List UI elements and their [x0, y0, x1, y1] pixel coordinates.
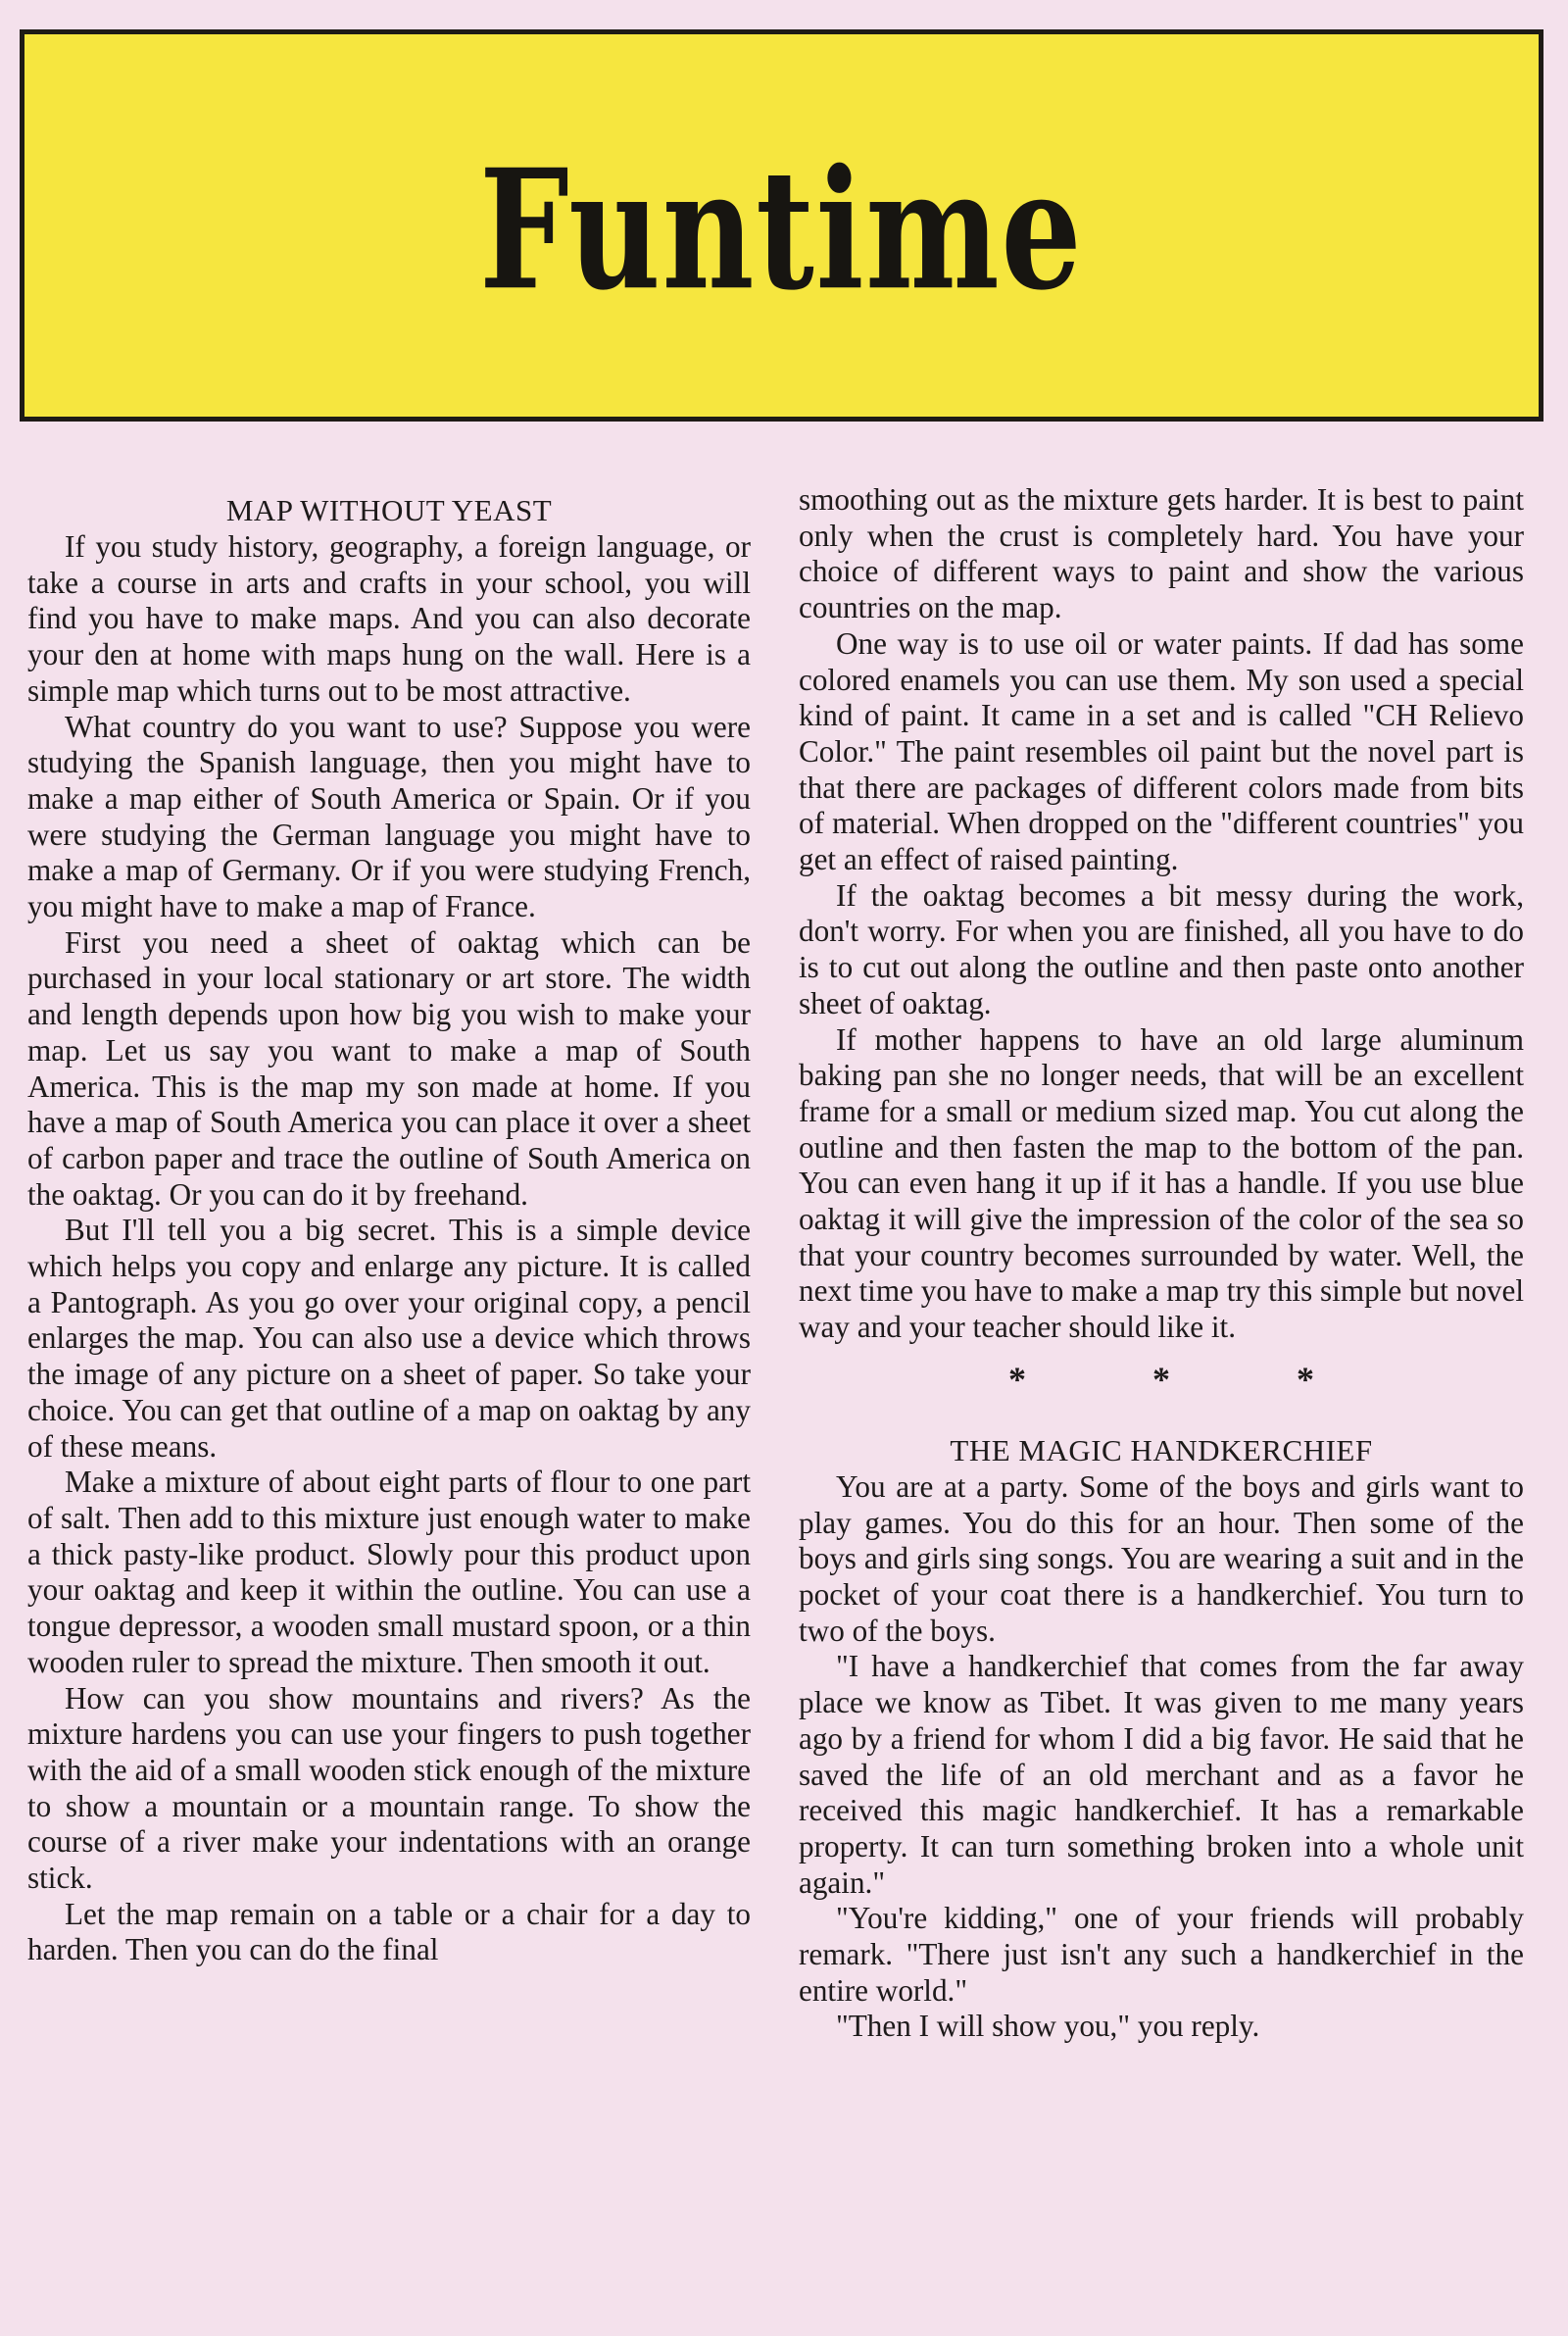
right-column	[799, 482, 1524, 2045]
article-paragraph: What country do you want to use? Suppose you were studying the Spanish language, then you might have to make a map either of South America or Spain. Or if you were studying the German language you might have to make a map of Germany. Or if you were studying French, you might have to make a map of France.	[27, 709, 751, 924]
article-paragraph: First you need a sheet of oaktag which can be purchased in your local stationary or art store. The width and length depends upon how big you wish to make your map. Let us say you want to make a map of South America. This is the map my son made at home. If you have a map of South America you can place it over a sheet of carbon paper and trace the outline of South America on the oaktag. Or you can do it by freehand.	[27, 924, 751, 1212]
article-paragraph: Let the map remain on a table or a chair for a day to harden. Then you can do the final	[27, 1896, 751, 1967]
article-heading-handkerchief: THE MAGIC HANDKERCHIEF	[950, 1432, 1373, 1467]
article-paragraph: "Then I will show you," you reply.	[836, 2009, 1260, 2044]
left-column	[27, 482, 751, 1968]
article-paragraph-continued: If the oaktag becomes a bit messy during the work, don't worry. For when you are finished, all you have to do is to cut out along the outline and then paste onto another sheet of oaktag.	[799, 877, 1524, 1020]
article-paragraph: How can you show mountains and rivers? As the mixture hardens you can use your fingers to push together with the aid of a small wooden stick enough of the mixture to show a mountain or a mountain range. To show the course of a river make your indentations with an orange stick.	[27, 1680, 751, 1896]
article-heading-map: MAP WITHOUT YEAST	[225, 493, 553, 527]
article-paragraph-continued: One way is to use oil or water paints. If dad has some colored enamels you can use them. My son used a special kind of paint. It came in a set and is called "CH Relievo Color." The paint resembles oil paint but the novel part is that there are packages of different colors made from bits of material. When dropped on the "different countries" you get an effect of raised painting.	[799, 625, 1524, 877]
article-paragraph-continued: If mother happens to have an old large aluminum baking pan she no longer needs, that will be an excellent frame for a small or medium sized map. You cut along the outline and then fasten the map to the bottom of the pan. You can even hang it up if it has a handle. If you use blue oaktag it will give the impression of the color of the sea so that your country becomes surrounded by water. Well, the next time you have to make a map try this simple but novel way and your teacher should like it.	[799, 1021, 1524, 1345]
title-banner	[20, 29, 1544, 422]
article-paragraph: Make a mixture of about eight parts of flour to one part of salt. Then add to this mixture just enough water to make a thick pasty-like product. Slowly pour this product upon your oaktag and keep it within the outline. You can use a tongue depressor, a wooden small mustard spoon, or a thin wooden ruler to spread the mixture. Then smooth it out.	[27, 1465, 751, 1679]
article-paragraph: If you study history, geography, a foreign language, or take a course in arts and crafts in your school, you will find you have to make maps. And you can also decorate your den at home with maps hung on the wall. Here is a simple map which turns out to be most attractive.	[27, 529, 751, 708]
article-paragraph: You are at a party. Some of the boys and girls want to play games. You do this for an hour. Then some of the boys and girls sing songs. You are wearing a suit and in the pocket of your coat there is a handkerchief. You turn to two of the boys.	[799, 1468, 1524, 1648]
article-paragraph: "You're kidding," one of your friends will probably remark. "There just isn't any such a handkerchief in the entire world."	[799, 1901, 1524, 2008]
section-separator: * * *	[1008, 1359, 1373, 1399]
article-paragraph-continued: smoothing out as the mixture gets harder. It is best to paint only when the crust is completely hard. You have your choice of different ways to paint and show the various countries on the map.	[799, 482, 1524, 625]
article-paragraph: But I'll tell you a big secret. This is a simple device which helps you copy and enlarge any picture. It is called a Pantograph. As you go over your original copy, a pencil enlarges the map. You can also use a device which throws the image of any picture on a sheet of paper. So take your choice. You can get that outline of a map on oaktag by any of these means.	[27, 1213, 751, 1464]
article-paragraph: "I have a handkerchief that comes from the far away place we know as Tibet. It was given to me many years ago by a friend for whom I did a big favor. He said that he saved the life of an old merchant and as a favor he received this magic handkerchief. It has a remarkable property. It can turn something broken into a whole unit again."	[799, 1649, 1524, 1900]
banner-title: Funtime	[479, 133, 1084, 327]
